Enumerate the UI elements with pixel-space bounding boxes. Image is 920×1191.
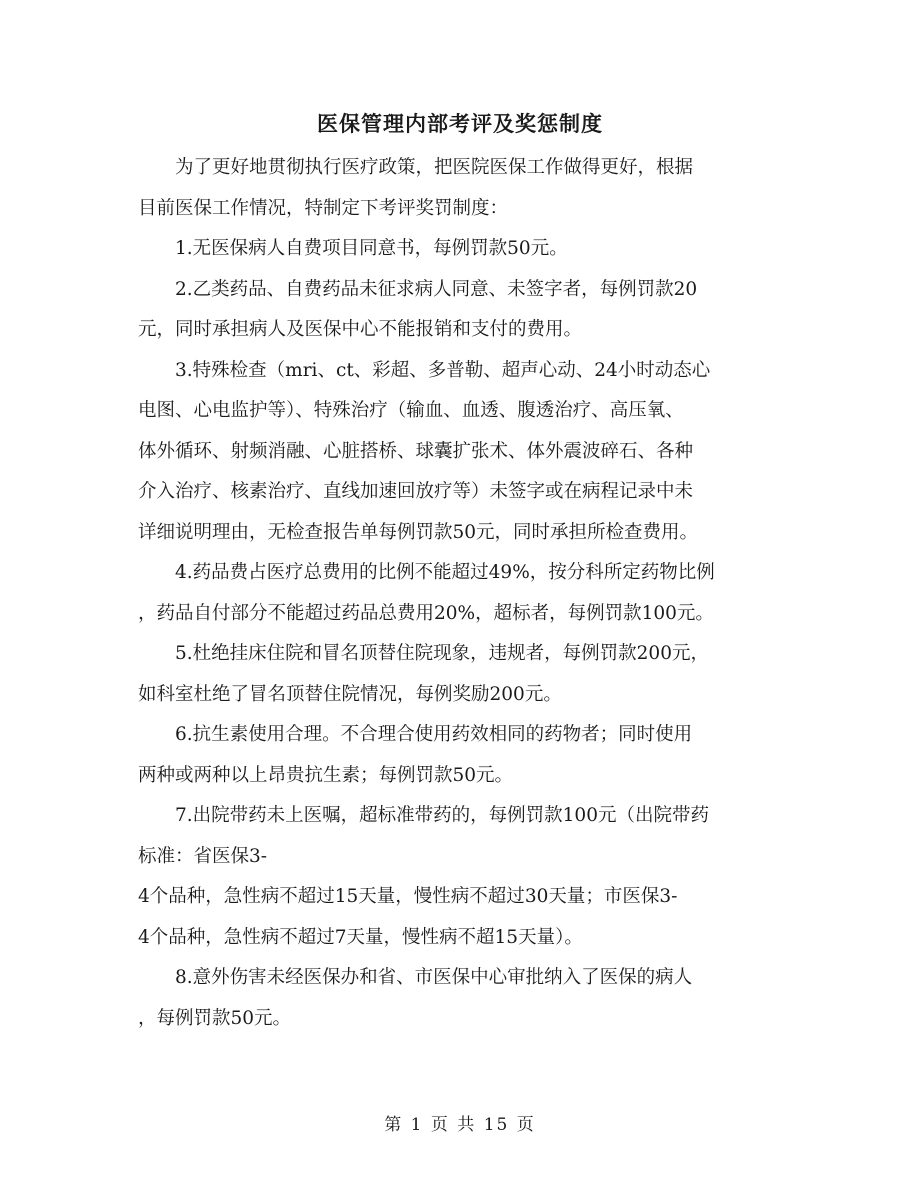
body-line: 体外循环、射频消融、心脏搭桥、球囊扩张术、体外震波碎石、各种 xyxy=(138,440,694,462)
document-title: 医保管理内部考评及奖惩制度 xyxy=(317,111,603,136)
rule-item-3: 3.特殊检查（mri、ct、彩超、多普勒、超声心动、24小时动态心 xyxy=(175,359,711,381)
rule-item-8: 8.意外伤害未经医保办和省、市医保中心审批纳入了医保的病人 xyxy=(175,967,693,988)
body-line: 4个品种，急性病不超过15天量，慢性病不超过30天量；市医保3- xyxy=(138,886,678,907)
body-line: 4个品种，急性病不超过7天量，慢性病不超15天量）。 xyxy=(138,926,583,948)
rule-item-1: 1.无医保病人自费项目同意书，每例罚款50元。 xyxy=(175,238,568,259)
body-line: 详细说明理由，无检查报告单每例罚款50元，同时承担所检查费用。 xyxy=(138,521,699,543)
body-line: 如科室杜绝了冒名顶替住院情况，每例奖励200元。 xyxy=(138,683,562,705)
document-body xyxy=(138,148,788,1039)
body-line: 两种或两种以上昂贵抗生素；每例罚款50元。 xyxy=(138,764,514,786)
rule-item-4: 4.药品费占医疗总费用的比例不能超过49%，按分科所定药物比例 xyxy=(175,562,715,583)
body-line: 标准：省医保3- xyxy=(138,845,268,867)
rule-item-6: 6.抗生素使用合理。不合理合使用药效相同的药物者；同时使用 xyxy=(175,724,693,745)
body-line: ，每例罚款50元。 xyxy=(138,1007,292,1029)
body-line: 为了更好地贯彻执行医疗政策，把医院医保工作做得更好，根据 xyxy=(175,157,694,178)
body-line: 介入治疗、核素治疗、直线加速回放疗等）未签字或在病程记录中未 xyxy=(138,481,694,502)
rule-item-2: 2.乙类药品、自费药品未征求病人同意、未签字者，每例罚款20 xyxy=(175,278,698,300)
page-number-footer: 第 1 页 共 15 页 xyxy=(384,1115,536,1135)
rule-item-7: 7.出院带药未上医嘱，超标准带药的，每例罚款100元（出院带药 xyxy=(175,805,709,826)
body-line: ，药品自付部分不能超过药品总费用20%，超标者，每例罚款100元。 xyxy=(138,602,714,624)
body-line: 电图、心电监护等）、特殊治疗（输血、血透、腹透治疗、高压氧、 xyxy=(138,400,684,421)
body-line: 元，同时承担病人及医保中心不能报销和支付的费用。 xyxy=(138,319,583,340)
rule-item-5: 5.杜绝挂床住院和冒名顶替住院现象，违规者，每例罚款200元， xyxy=(175,643,709,664)
body-line: 目前医保工作情况，特制定下考评奖罚制度： xyxy=(138,197,509,219)
